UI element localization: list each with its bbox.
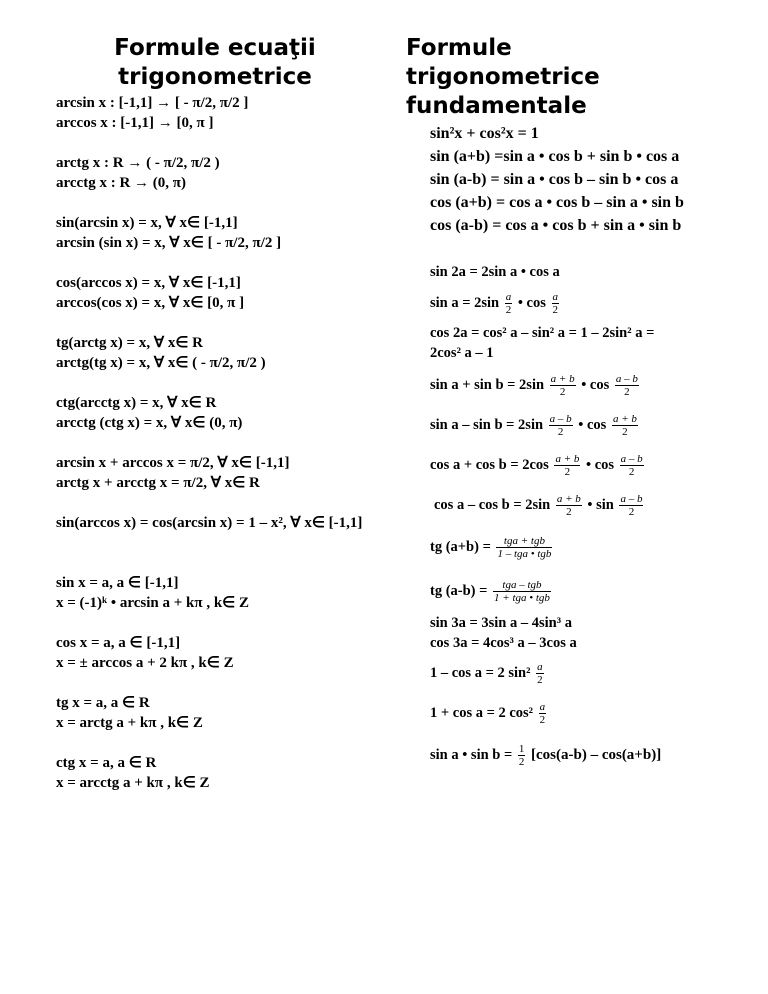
fraction: [619, 493, 643, 518]
formula-line: sin (a-b) = sin a • cos b – sin b • cos a: [430, 171, 679, 188]
fraction-denominator: 2: [539, 714, 546, 727]
formula-line: cos (a+b) = cos a • cos b – sin a • sin b: [430, 194, 684, 211]
formula-line: arcsin x + arccos x = π/2, ∀ x∈ [-1,1]: [56, 455, 290, 471]
right-title-line-2: trigonometrice: [406, 64, 600, 90]
formula-line: [430, 525, 720, 569]
fraction-denominator: 2: [620, 465, 644, 478]
formula-line: [430, 365, 720, 405]
fraction: [620, 453, 644, 478]
formula-text: sin a – sin b = 2sin: [430, 417, 544, 433]
formula-text: sin a + sin b = 2sin: [430, 377, 545, 393]
formula-line: sin x = a, a ∈ [-1,1]: [56, 575, 179, 591]
fraction: [612, 413, 638, 438]
fraction: [539, 701, 547, 726]
formula-line: x = ± arccos a + 2 kπ , k∈ Z: [56, 655, 234, 671]
formula-line: [430, 283, 720, 323]
fraction-denominator: 2: [612, 425, 638, 438]
fraction-numerator: a – b: [615, 373, 638, 386]
left-title-line-2: trigonometrice: [118, 64, 312, 90]
formula-line: arccos(cos x) = x, ∀ x∈ [0, π ]: [56, 295, 245, 311]
left-title-line-1: Formule ecuaţii: [114, 35, 316, 61]
fraction: [518, 743, 526, 768]
fraction-denominator: 2: [549, 425, 573, 438]
right-title-line-1: Formule: [406, 35, 512, 61]
formula-line: sin(arcsin x) = x, ∀ x∈ [-1,1]: [56, 215, 238, 231]
formula-line: sin (a+b) =sin a • cos b + sin b • cos a: [430, 148, 680, 165]
fraction-numerator: a: [537, 661, 543, 674]
fraction-numerator: a + b: [556, 493, 581, 506]
formula-line: x = arctg a + kπ , k∈ Z: [56, 715, 203, 731]
fraction-denominator: 2: [537, 674, 543, 687]
formula-text: • cos: [578, 417, 607, 433]
formula-text: • sin: [587, 497, 614, 513]
formula-text: 1 – cos a = 2 sin²: [430, 665, 531, 681]
formula-line: arcsin (sin x) = x, ∀ x∈ [ - π/2, π/2 ]: [56, 235, 282, 251]
fraction: [493, 579, 551, 604]
fraction-denominator: 2: [505, 304, 512, 317]
formula-text: cos a + cos b = 2cos: [430, 457, 549, 473]
formula-text: sin a • sin b =: [430, 747, 513, 763]
formula-text: tg (a-b) =: [430, 583, 488, 599]
fraction-numerator: tga + tgb: [503, 535, 545, 548]
fraction-numerator: a: [552, 291, 559, 304]
fraction: [615, 373, 639, 398]
formula-line: arctg(tg x) = x, ∀ x∈ ( - π/2, π/2 ): [56, 355, 266, 371]
fraction-denominator: 2: [552, 304, 559, 317]
formula-line: sin 2a = 2sin a • cos a: [430, 264, 560, 280]
formula-line: [430, 733, 720, 777]
formula-line: [430, 445, 720, 485]
left-formula-column: [56, 93, 366, 793]
fraction-numerator: a – b: [549, 413, 572, 426]
formula-text: [cos(a-b) – cos(a+b)]: [531, 747, 662, 763]
formula-line: cos 3a = 4cos³ a – 3cos a: [430, 635, 577, 651]
fraction-denominator: 1 – tga • tgb: [497, 548, 552, 561]
fraction: [505, 291, 513, 316]
formula-text: cos a – cos b = 2sin: [434, 497, 551, 513]
formula-text: • cos: [586, 457, 615, 473]
fraction-numerator: 1: [518, 743, 525, 756]
formula-line: cos(arccos x) = x, ∀ x∈ [-1,1]: [56, 275, 241, 291]
formula-line: sin 3a = 3sin a – 4sin³ a: [430, 615, 572, 631]
fraction: [496, 535, 552, 560]
formula-line: [430, 653, 720, 693]
formula-line: tg(arctg x) = x, ∀ x∈ R: [56, 335, 203, 351]
fraction-denominator: 2: [615, 385, 639, 398]
fraction: [550, 373, 576, 398]
formula-line: arctg x : R → ( - π/2, π/2 ): [56, 155, 220, 171]
fraction-denominator: 2: [550, 385, 576, 398]
formula-line: x = (-1)ᵏ • arcsin a + kπ , k∈ Z: [56, 595, 249, 611]
fraction: [536, 661, 544, 686]
formula-line: [430, 693, 720, 733]
formula-text: sin a = 2sin: [430, 295, 500, 311]
fraction-denominator: 2: [556, 505, 582, 518]
formula-line: [434, 485, 720, 525]
fraction: [554, 453, 580, 478]
formula-line: arcctg (ctg x) = x, ∀ x∈ (0, π): [56, 415, 243, 431]
formula-text: • cos: [517, 295, 546, 311]
fraction-denominator: 1 + tga • tgb: [494, 592, 550, 605]
fraction-numerator: a: [505, 291, 512, 304]
fraction-numerator: a + b: [550, 373, 575, 386]
fraction: [556, 493, 582, 518]
formula-text: 1 + cos a = 2 cos²: [430, 705, 534, 721]
formula-line: x = arcctg a + kπ , k∈ Z: [56, 775, 210, 791]
formula-text: tg (a+b) =: [430, 539, 491, 555]
formula-line: cos (a-b) = cos a • cos b + sin a • sin b: [430, 217, 682, 234]
right-title-line-3: fundamentale: [406, 93, 587, 119]
fraction-denominator: 2: [619, 505, 643, 518]
formula-line: arcctg x : R → (0, π): [56, 175, 186, 191]
formula-line: tg x = a, a ∈ R: [56, 695, 150, 711]
formula-line: ctg(arcctg x) = x, ∀ x∈ R: [56, 395, 217, 411]
formula-line: [430, 405, 720, 445]
fraction-denominator: 2: [554, 465, 580, 478]
formula-line: arcsin x : [-1,1] → [ - π/2, π/2 ]: [56, 95, 249, 111]
fraction: [552, 291, 560, 316]
right-title: [406, 34, 746, 121]
formula-line: 2cos² a – 1: [430, 345, 494, 361]
formula-line: arccos x : [-1,1] → [0, π ]: [56, 115, 214, 131]
fraction-numerator: tga – tgb: [502, 579, 542, 592]
formula-line: cos x = a, a ∈ [-1,1]: [56, 635, 181, 651]
fraction: [549, 413, 573, 438]
fraction-numerator: a – b: [620, 493, 643, 506]
formula-line: sin(arccos x) = cos(arcsin x) = 1 – x², ∀ x∈ [-1,1]: [56, 515, 363, 531]
formula-line: ctg x = a, a ∈ R: [56, 755, 157, 771]
fraction-numerator: a + b: [555, 453, 580, 466]
fraction-numerator: a – b: [620, 453, 643, 466]
fraction-numerator: a: [539, 701, 546, 714]
fraction-numerator: a + b: [612, 413, 637, 426]
formula-line: cos 2a = cos² a – sin² a = 1 – 2sin² a =: [430, 325, 655, 341]
right-formula-column: [430, 122, 720, 777]
formula-text: • cos: [581, 377, 610, 393]
formula-line: [430, 569, 720, 613]
fraction-denominator: 2: [518, 756, 525, 769]
formula-line: sin²x + cos²x = 1: [430, 125, 539, 142]
formula-line: arctg x + arcctg x = π/2, ∀ x∈ R: [56, 475, 260, 491]
left-title: [56, 34, 374, 92]
